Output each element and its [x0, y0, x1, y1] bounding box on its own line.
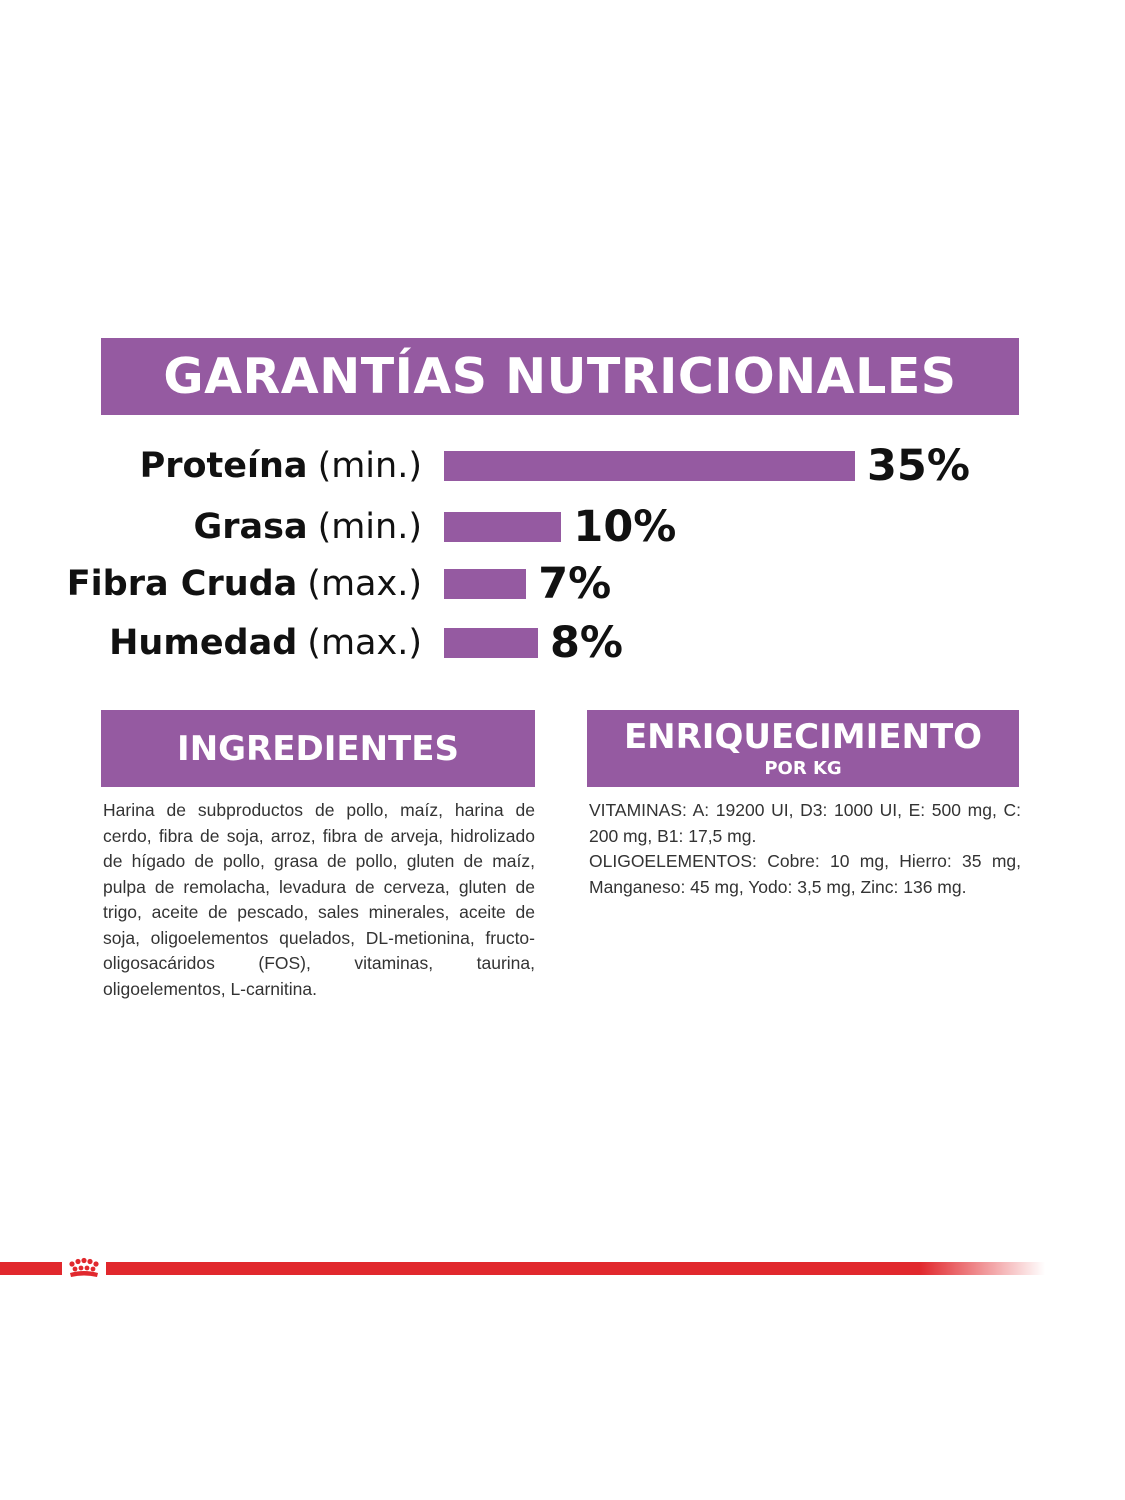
bar-mark — [444, 628, 538, 658]
bar-mark — [444, 569, 526, 599]
nutrient-name: Fibra Cruda — [66, 564, 298, 604]
enriquecimiento-subtitle: POR KG — [764, 757, 842, 779]
vitaminas-text: VITAMINAS: A: 19200 UI, D3: 1000 UI, E: 500 mg, C: 200 mg, B1: 17,5 mg. — [589, 800, 1021, 846]
bar-mark — [444, 512, 561, 542]
ingredientes-banner — [101, 710, 535, 787]
nutrient-row-proteina — [0, 441, 1125, 491]
nutrient-label — [109, 618, 422, 668]
enriquecimiento-text — [589, 798, 1021, 900]
enriquecimiento-title: ENRIQUECIMIENTO — [623, 716, 983, 757]
data-label: 10% — [573, 502, 677, 552]
nutrient-name: Grasa — [193, 507, 308, 547]
nutrient-row-humedad — [0, 618, 1125, 668]
nutrient-qualifier: (max.) — [307, 564, 422, 604]
nutrient-qualifier: (max.) — [307, 623, 422, 663]
nutrient-name: Proteína — [139, 446, 308, 486]
data-label: 8% — [549, 618, 623, 668]
bar-mark — [444, 451, 855, 481]
nutrient-label — [140, 441, 422, 491]
nutrient-label — [194, 502, 423, 552]
data-label: 35% — [867, 441, 970, 491]
ingredientes-text: Harina de subproductos de pollo, maíz, harina de cerdo, fibra de soja, arroz, fibra de arveja, hidrolizado de hígado de pollo, grasa de pollo, gluten de maíz, pulpa de remolacha, levadura de cerveza, gluten de trigo, aceite de pescado, sales minerales, aceite de soja, oligoelementos quelados, DL-metionina, fructo-oligosacáridos (FOS), vitaminas, taurina, oligoelementos, L-carnitina. — [103, 800, 535, 999]
oligoelementos-text: OLIGOELEMENTOS: Cobre: 10 mg, Hierro: 35 mg, Manganeso: 45 mg, Yodo: 3,5 mg, Zinc: 136 mg. — [589, 851, 1021, 897]
data-label: 7% — [538, 559, 612, 609]
nutrient-name: Humedad — [109, 623, 298, 663]
nutrient-qualifier: (min.) — [317, 507, 422, 547]
nutrient-row-fibra — [0, 559, 1125, 609]
enriquecimiento-banner — [587, 710, 1019, 787]
main-title-banner — [101, 338, 1019, 415]
nutrient-qualifier: (min.) — [317, 446, 422, 486]
nutrient-label — [67, 559, 422, 609]
footer-line — [0, 1262, 1045, 1275]
ingredientes-title: INGREDIENTES — [177, 728, 459, 769]
nutrient-row-grasa — [0, 502, 1125, 552]
main-title: GARANTÍAS NUTRICIONALES — [163, 348, 957, 405]
crown-icon — [62, 1254, 106, 1282]
